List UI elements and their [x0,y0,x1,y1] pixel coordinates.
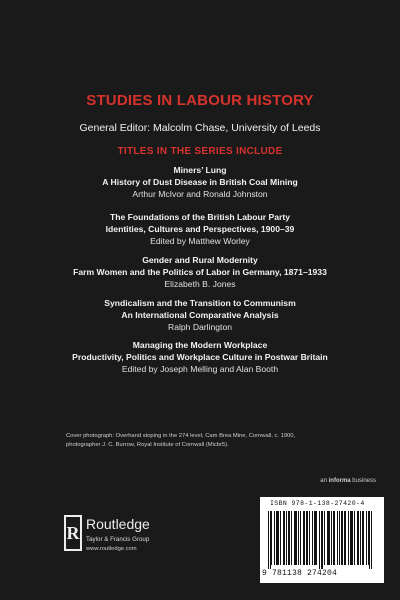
book-entry [0,254,400,290]
book-subtitle: A History of Dust Disease in British Coal Mining [102,177,298,187]
book-authors: Arthur McIvor and Ronald Johnston [132,189,268,199]
isbn-text: ISBN 978-1-138-27420-4 [270,500,365,507]
book-authors: Elizabeth B. Jones [164,279,236,289]
series-title: STUDIES IN LABOUR HISTORY [86,92,314,109]
book-title: Gender and Rural Modernity [142,255,258,265]
cover-photo-line: photographer J. C. Burrow, Royal Institute of Cornwall (Micbr5). [66,442,229,448]
book-entry [0,211,400,247]
book-subtitle: Productivity, Politics and Workplace Culture in Postwar Britain [72,352,328,362]
barcode-panel [260,497,384,583]
book-subtitle: Farm Women and the Politics of Labor in Germany, 1871–1933 [73,267,327,277]
titles-heading: TITLES IN THE SERIES INCLUDE [117,146,283,157]
book-title: Syndicalism and the Transition to Communism [104,298,296,308]
general-editor: General Editor: Malcolm Chase, University of Leeds [79,122,321,134]
book-title: Managing the Modern Workplace [132,340,268,350]
barcode-icon [268,511,376,569]
ean-digits: 9 781138 274204 [262,569,338,578]
cover-photo-line: Cover photograph: Overhand stoping in the 274 level, Cam Brea Mine, Cornwall, c. 1900, [66,433,296,439]
informa-business-label: an informa business [320,478,376,484]
book-entry [0,339,400,375]
book-entry [0,297,400,333]
book-authors: Edited by Matthew Worley [150,236,250,246]
book-authors: Ralph Darlington [167,322,232,332]
book-entry [0,164,400,200]
publisher-url: www.routledge.com [86,546,137,552]
book-subtitle: Identities, Cultures and Perspectives, 1900–39 [105,224,295,234]
publisher-name: Routledge [86,516,150,532]
routledge-r-icon [64,515,82,551]
book-authors: Edited by Joseph Melling and Alan Booth [121,364,279,374]
svg-text:R: R [66,523,80,543]
book-title: The Foundations of the British Labour Party [110,212,290,222]
book-subtitle: An International Comparative Analysis [121,310,279,320]
book-title: Miners’ Lung [173,165,227,175]
publisher-group: Taylor & Francis Group [86,536,150,543]
cover-photo-credit [66,432,356,450]
